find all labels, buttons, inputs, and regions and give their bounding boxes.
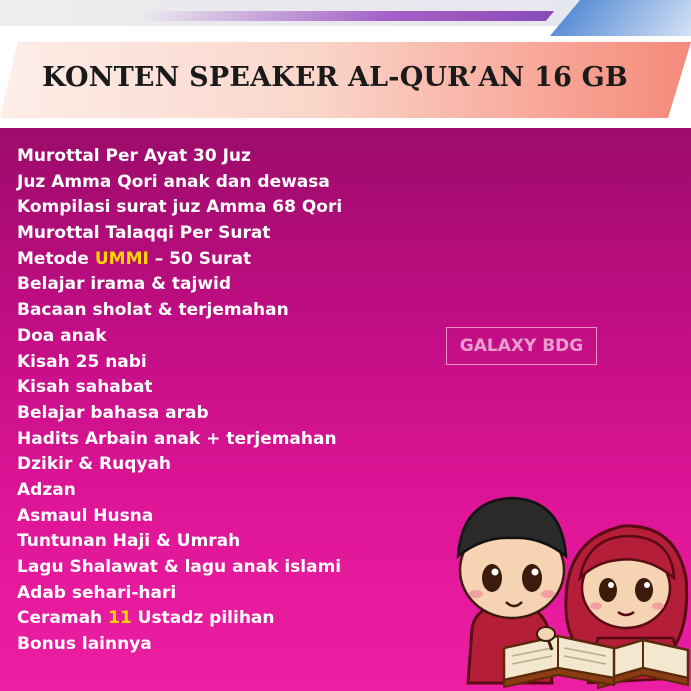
purple-accent-stripe — [136, 11, 554, 21]
content-item: Belajar bahasa arab — [17, 402, 209, 423]
content-item: Murottal Talaqqi Per Surat — [17, 223, 271, 244]
content-item: Kisah sahabat — [17, 377, 153, 398]
content-item: Bonus lainnya — [17, 634, 152, 655]
content-item: Adab sehari-hari — [17, 582, 177, 603]
content-item: Hadits Arbain anak + terjemahan — [17, 428, 337, 449]
content-item: Dzikir & Ruqyah — [17, 454, 172, 475]
content-item-text: Ceramah — [17, 608, 109, 629]
content-list — [17, 144, 342, 658]
content-item: Bacaan sholat & terjemahan — [17, 300, 289, 321]
content-item: Kisah 25 nabi — [17, 351, 147, 372]
content-item: Doa anak — [17, 325, 107, 346]
page-title: KONTEN SPEAKER AL-QUR’AN 16 GB — [42, 62, 628, 93]
content-item-text: – 50 Surat — [148, 248, 252, 269]
content-item — [17, 606, 342, 632]
content-item: Juz Amma Qori anak dan dewasa — [17, 171, 330, 192]
content-item — [17, 247, 342, 273]
content-item: Tuntunan Haji & Umrah — [17, 531, 241, 552]
content-item-text: Metode — [17, 248, 95, 269]
kids-reading-quran-illustration — [448, 478, 691, 691]
content-item-highlight: UMMI — [94, 248, 149, 269]
content-item-highlight: 11 — [108, 608, 132, 629]
content-item-text: Ustadz pilihan — [131, 608, 275, 629]
content-item: Belajar irama & tajwid — [17, 274, 232, 295]
content-item: Lagu Shalawat & lagu anak islami — [17, 557, 342, 577]
watermark-label: GALAXY BDG — [446, 327, 597, 365]
content-item: Asmaul Husna — [17, 505, 154, 526]
content-item: Murottal Per Ayat 30 Juz — [17, 146, 251, 166]
content-item: Adzan — [17, 479, 76, 500]
content-item: Kompilasi surat juz Amma 68 Qori — [17, 197, 343, 218]
